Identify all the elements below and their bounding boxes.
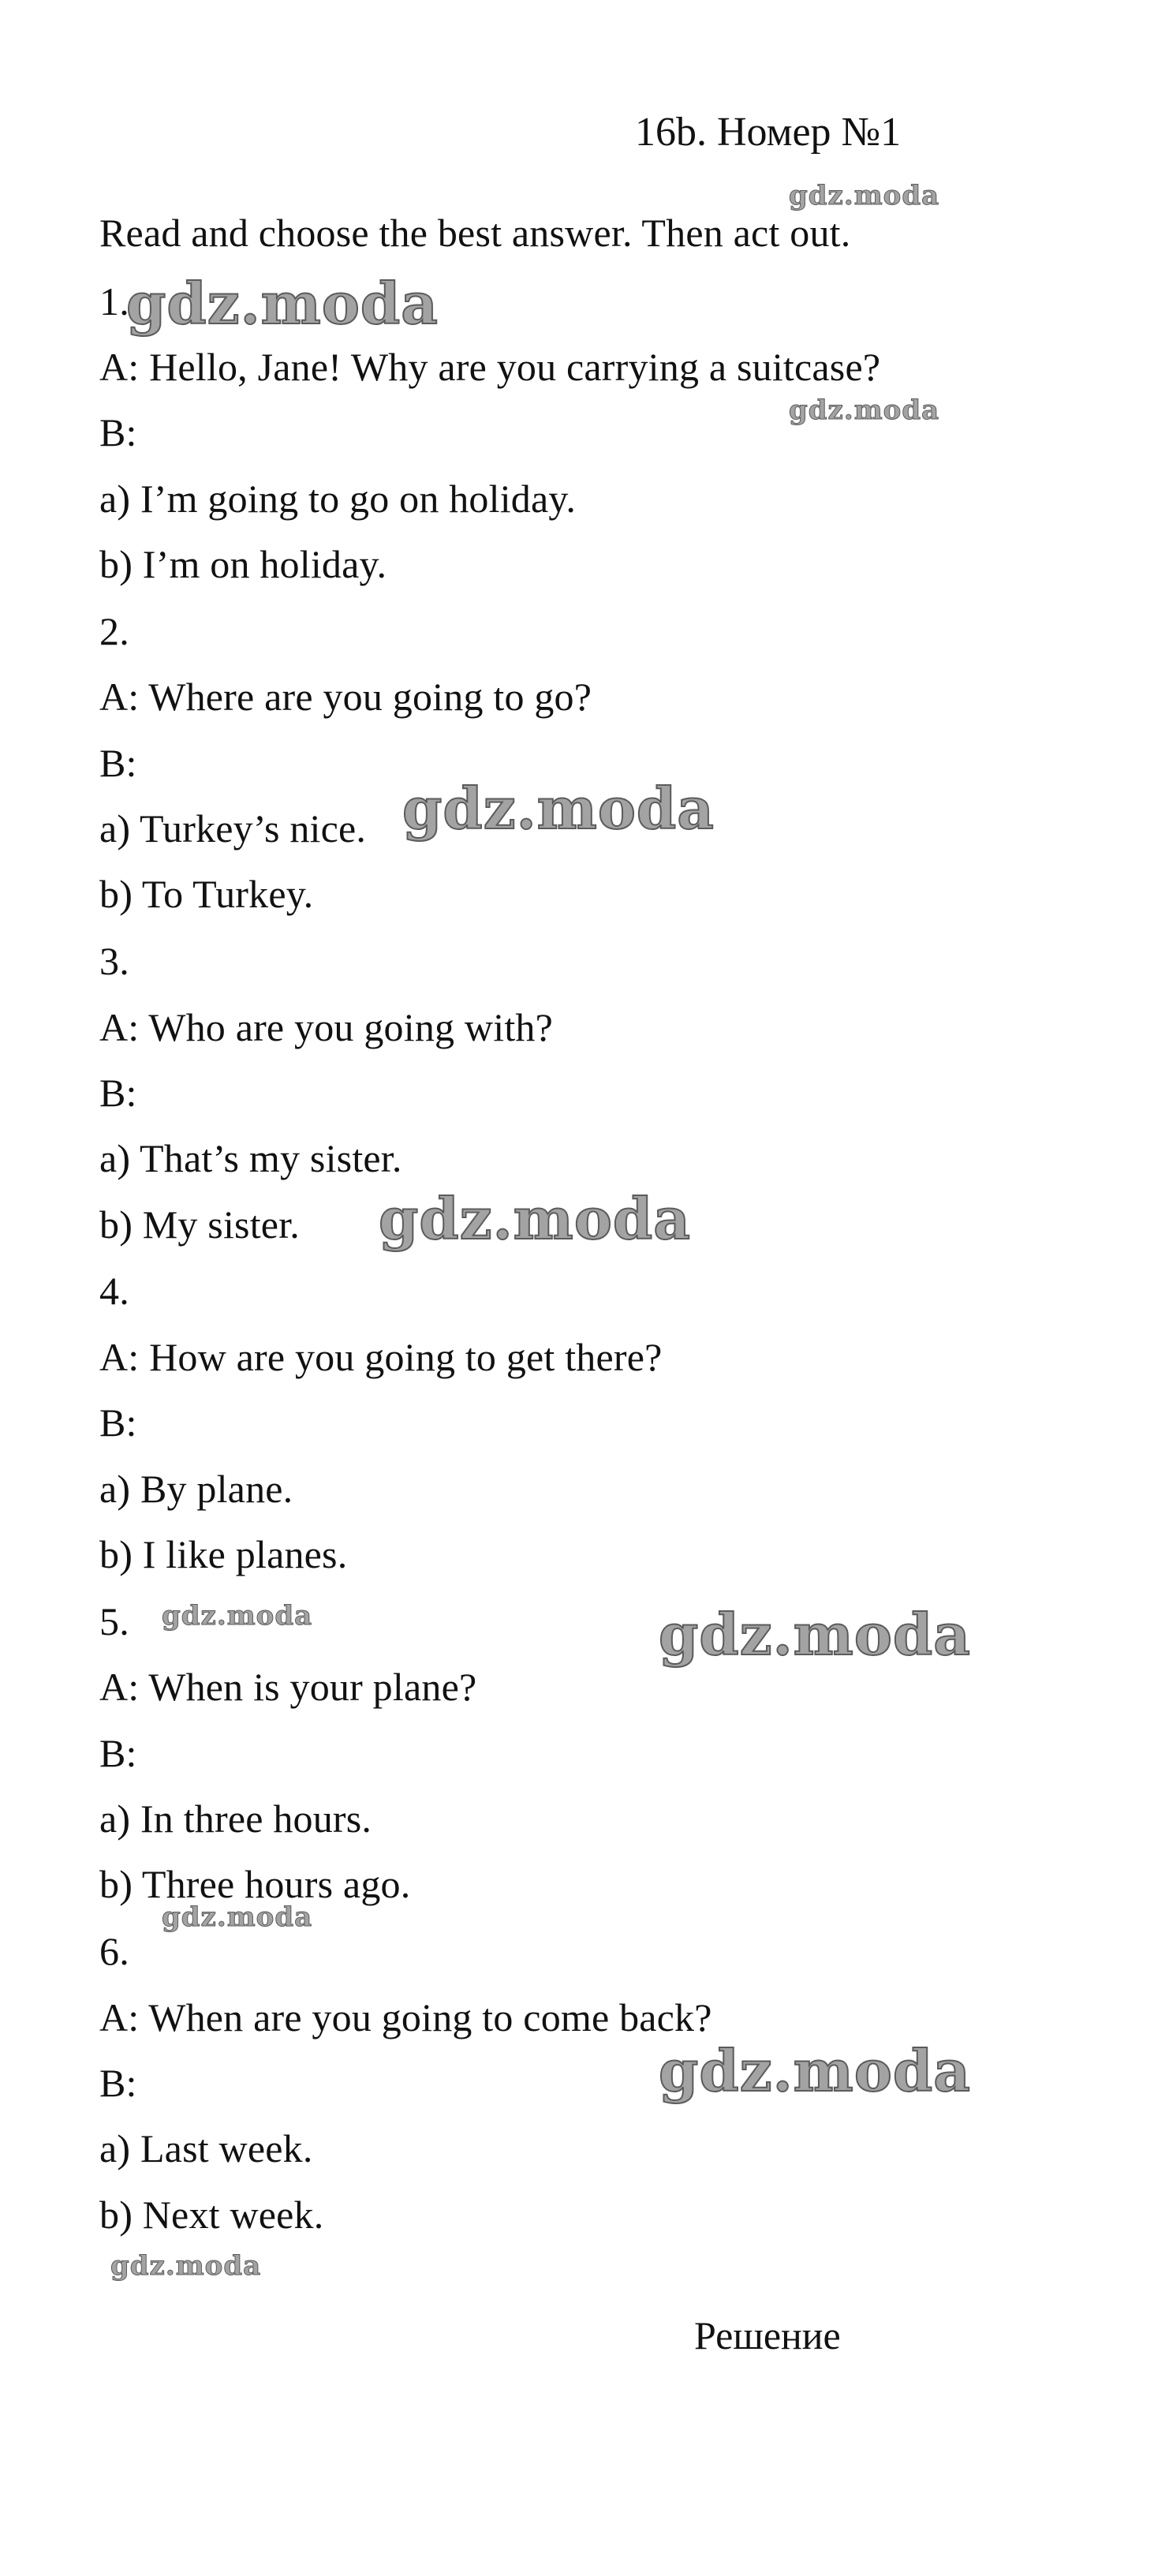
answer-label: B: bbox=[99, 410, 137, 454]
page-title: 16b. Номер №1 bbox=[635, 110, 902, 155]
watermark-logo: gdz.moda bbox=[162, 1901, 313, 1933]
question-2: A: Where are you going to go? bbox=[99, 675, 592, 719]
answer-label: B: bbox=[99, 2061, 137, 2105]
watermark-logo: gdz.moda bbox=[110, 2250, 262, 2282]
question-4: A: How are you going to get there? bbox=[99, 1335, 663, 1379]
option-b: b) To Turkey. bbox=[99, 872, 314, 916]
option-b: b) Next week. bbox=[99, 2193, 324, 2237]
answer-label: B: bbox=[99, 1071, 137, 1115]
item-number-1: 1. bbox=[99, 279, 129, 323]
watermark-logo: gdz.moda bbox=[659, 2037, 971, 2104]
watermark-logo: gdz.moda bbox=[162, 1600, 313, 1632]
answer-label: B: bbox=[99, 741, 137, 785]
option-b: b) I’m on holiday. bbox=[99, 542, 387, 586]
instruction-text: Read and choose the best answer. Then act out. bbox=[99, 211, 851, 255]
item-number-5: 5. bbox=[99, 1599, 129, 1643]
option-a: a) By plane. bbox=[99, 1467, 293, 1511]
option-a: a) That’s my sister. bbox=[99, 1136, 402, 1180]
option-a: a) I’m going to go on holiday. bbox=[99, 477, 577, 521]
option-a: a) In three hours. bbox=[99, 1796, 372, 1841]
option-b: b) My sister. bbox=[99, 1202, 300, 1247]
solution-label: Решение bbox=[694, 2313, 841, 2357]
option-b: b) I like planes. bbox=[99, 1532, 348, 1576]
item-number-2: 2. bbox=[99, 609, 129, 653]
question-6: A: When are you going to come back? bbox=[99, 1995, 712, 2039]
question-1: A: Hello, Jane! Why are you carrying a suitcase? bbox=[99, 345, 881, 389]
answer-label: B: bbox=[99, 1731, 137, 1775]
question-5: A: When is your plane? bbox=[99, 1665, 477, 1709]
watermark-logo: gdz.moda bbox=[789, 180, 940, 211]
question-3: A: Who are you going with? bbox=[99, 1005, 553, 1049]
answer-label: B: bbox=[99, 1400, 137, 1445]
option-a: a) Turkey’s nice. bbox=[99, 806, 367, 851]
watermark-logo: gdz.moda bbox=[126, 270, 439, 337]
item-number-4: 4. bbox=[99, 1269, 129, 1313]
item-number-3: 3. bbox=[99, 939, 129, 983]
watermark-logo: gdz.moda bbox=[402, 775, 715, 842]
item-number-6: 6. bbox=[99, 1929, 129, 1973]
option-b: b) Three hours ago. bbox=[99, 1862, 411, 1906]
option-a: a) Last week. bbox=[99, 2126, 313, 2170]
watermark-logo: gdz.moda bbox=[789, 394, 940, 426]
watermark-logo: gdz.moda bbox=[659, 1601, 971, 1668]
watermark-logo: gdz.moda bbox=[379, 1185, 691, 1252]
